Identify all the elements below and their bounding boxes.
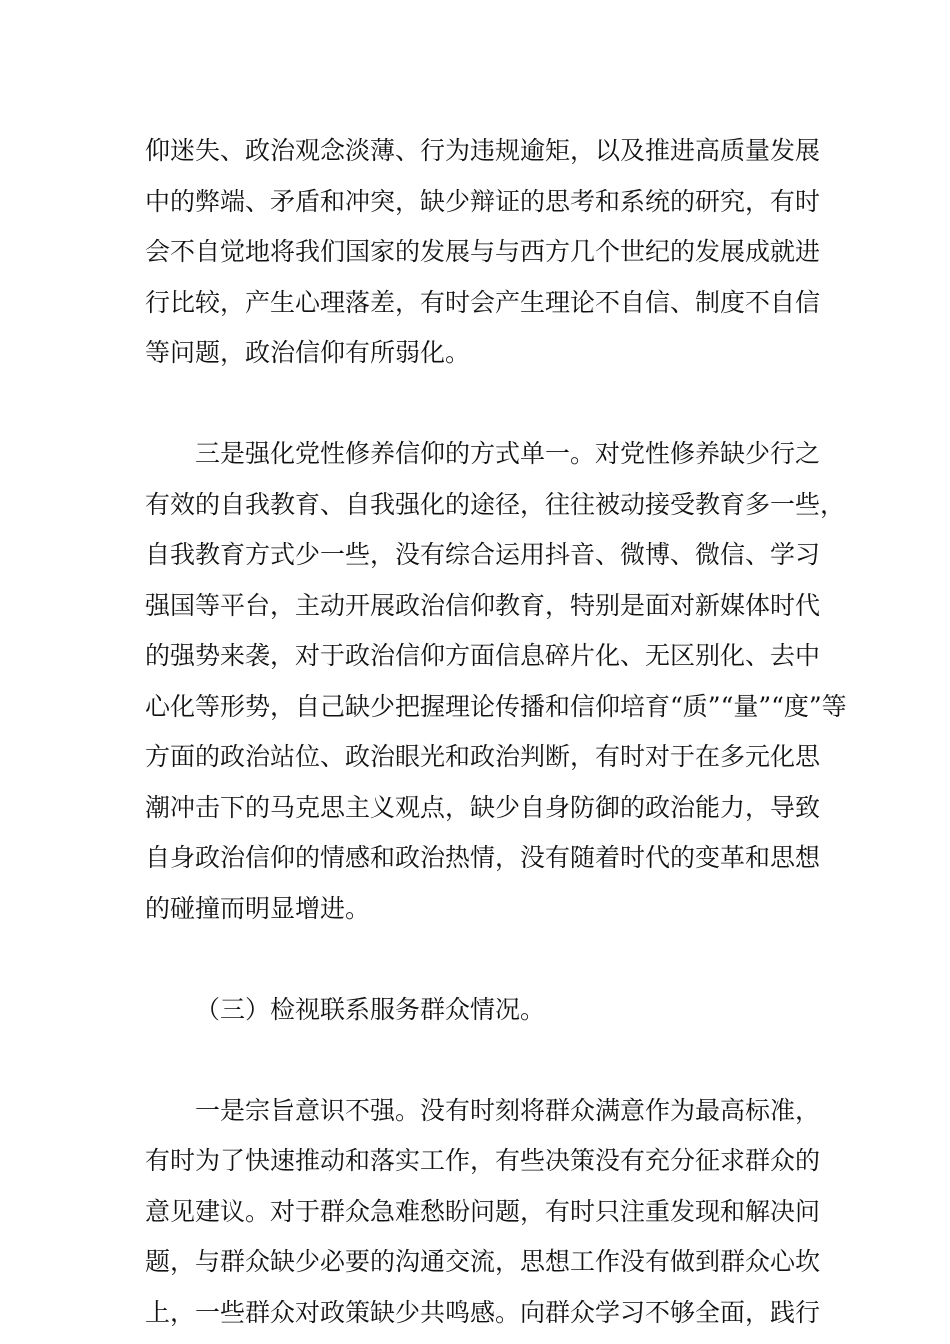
paragraph-gap	[145, 934, 805, 985]
text-line: 题，与群众缺少必要的沟通交流，思想工作没有做到群众心坎	[145, 1247, 821, 1276]
text-line: 意见建议。对于群众急难愁盼问题，有时只注重发现和解决问	[145, 1196, 821, 1226]
text-line: 有效的自我教育、自我强化的途径，往往被动接受教育多一些，	[145, 489, 846, 519]
text-line: 有时为了快速推动和落实工作，有些决策没有充分征求群众的	[145, 1146, 821, 1175]
paragraph-political-belief-weakened	[145, 126, 821, 379]
text-line: 中的弊端、矛盾和冲突，缺少辩证的思考和系统的研究，有时	[145, 186, 821, 216]
text-line: 的碰撞而明显增进。	[145, 893, 371, 923]
text-line: 行比较，产生心理落差，有时会产生理论不自信、制度不自信	[145, 287, 821, 317]
text-line: 潮冲击下的马克思主义观点，缺少自身防御的政治能力，导致	[145, 792, 821, 822]
section-heading-serving-masses	[145, 985, 805, 1036]
text-line: 会不自觉地将我们国家的发展与与西方几个世纪的发展成就进	[145, 237, 821, 266]
text-line: 等问题，政治信仰有所弱化。	[145, 338, 471, 367]
document-body	[145, 126, 847, 1338]
text-line: 心化等形势，自己缺少把握理论传播和信仰培育“质”“量”“度”等	[145, 691, 847, 721]
text-line: 三是强化党性修养信仰的方式单一。对党性修养缺少行之	[195, 439, 821, 468]
paragraph-purpose-awareness	[145, 1086, 821, 1339]
text-line: 一是宗旨意识不强。没有时刻将群众满意作为最高标准，	[195, 1095, 821, 1125]
text-line: 强国等平台，主动开展政治信仰教育，特别是面对新媒体时代	[145, 590, 821, 620]
paragraph-gap	[145, 1035, 805, 1086]
section-heading: （三）检视联系服务群众情况。	[195, 994, 546, 1024]
paragraph-party-cultivation	[145, 429, 847, 934]
text-line: 自身政治信仰的情感和政治热情，没有随着时代的变革和思想	[145, 843, 821, 872]
text-line: 的强势来袭，对于政治信仰方面信息碎片化、无区别化、去中	[145, 641, 821, 670]
text-line: 自我教育方式少一些，没有综合运用抖音、微博、微信、学习	[145, 540, 821, 569]
paragraph-gap	[145, 379, 805, 430]
text-line: 仰迷失、政治观念淡薄、行为违规逾矩，以及推进高质量发展	[145, 136, 821, 165]
text-line: 方面的政治站位、政治眼光和政治判断，有时对于在多元化思	[145, 742, 821, 771]
text-line: 上，一些群众对政策缺少共鸣感。向群众学习不够全面，践行	[145, 1297, 821, 1327]
